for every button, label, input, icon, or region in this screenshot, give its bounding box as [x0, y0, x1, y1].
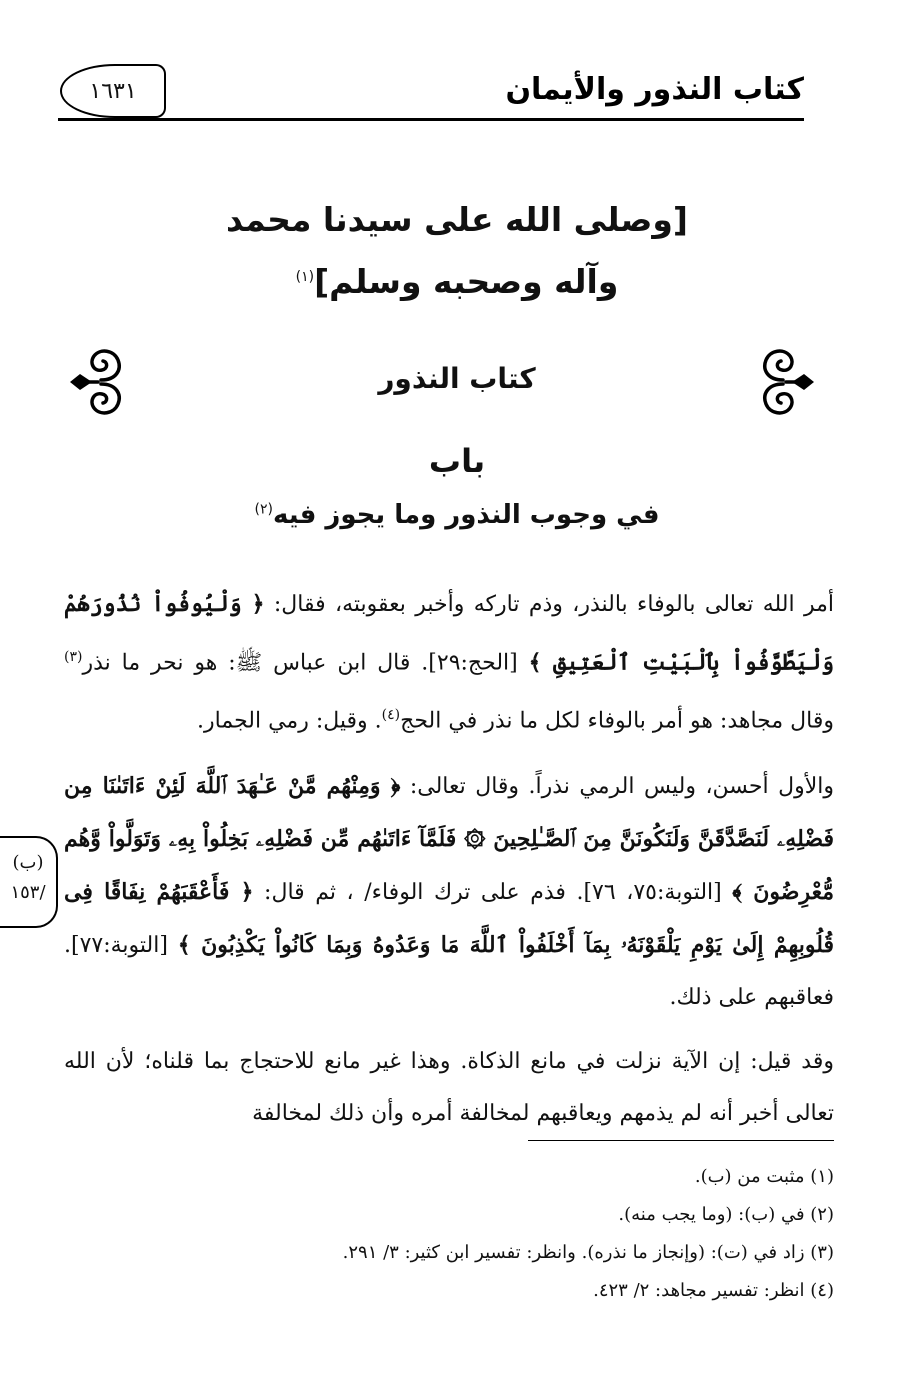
text-run: [التوبة:٧٧]. فعاقبهم على ذلك.: [64, 932, 834, 1010]
text-run: [التوبة:٧٥، ٧٦]. فذم على ترك الوفاء/ ، ثم قال:: [253, 879, 733, 905]
invocation-line-2-text: وآله وصحبه وسلم]: [314, 262, 619, 301]
margin-note-line-2: /١٥٣: [10, 882, 46, 903]
chapter-subtitle-text: في وجوب النذور وما يجوز فيه: [272, 500, 660, 530]
paragraph-1: [64, 578, 834, 748]
margin-note-line-1: (ب): [12, 852, 44, 873]
footnote-2: (٢) في (ب): (وما يجب منه).: [618, 1204, 834, 1225]
footnote-ref-3: (٣): [64, 649, 83, 665]
text-run: [الحج:٢٩]. قال ابن عباس ﷺ: هو نحر ما نذر: [82, 650, 529, 676]
body-text: [64, 578, 834, 1152]
footnote-4: (٤) انظر: تفسير مجاهد: ٢/ ٤٢٣.: [593, 1280, 834, 1301]
text-run: . وقيل: رمي الجمار.: [197, 708, 382, 734]
paragraph-2: [64, 760, 834, 1024]
quran-verse: ﴿ وَلْيُوفُواْ نُذُورَهُمْ وَلْيَطَّوَّفُواْ بِٱلْبَيْتِ ٱلْعَتِيقِ ﴾: [64, 591, 834, 676]
quran-verse: ﴿ وَمِنْهُم مَّنْ عَـٰهَدَ ٱللَّهَ لَئِنْ ءَاتَىٰنَا مِن فَضْلِهِۦ لَنَصَّدَّقَنَّ وَلَنَكُونَنَّ مِنَ ٱلصَّـٰلِحِينَ ۞ فَلَمَّآ ءَاتَىٰهُم مِّن فَضْلِهِۦ بَخِلُواْ بِهِۦ وَتَوَلَّواْ وَّهُم مُّعْرِضُونَ ﴾: [64, 772, 834, 905]
paragraph-3: وقد قيل: إن الآية نزلت في مانع الذكاة. وهذا غير مانع للاحتجاج بما قلناه؛ لأن الله تعالى أخبر أنه لم يذمهم ويعاقبهم لمخالفة أمره وأن ذلك لمخالفة: [64, 1048, 834, 1126]
text-run: أمر الله تعالى بالوفاء بالنذر، وذم تاركه وأخبر بعقوبته، فقال:: [264, 592, 834, 617]
chapter-heading: باب: [428, 442, 486, 480]
footnotes: [64, 1158, 834, 1310]
footnote-ref-2: (٢): [254, 501, 273, 518]
text-run: والأول أحسن، وليس الرمي نذراً. وقال تعالى:: [400, 773, 834, 799]
invocation-line-1: [وصلى الله على سيدنا محمد: [225, 200, 689, 239]
footnote-separator: [528, 1140, 834, 1141]
text-run: وقال مجاهد: هو أمر بالوفاء لكل ما نذر في الحج: [400, 708, 834, 734]
quran-verse: ﴿ فَأَعْقَبَهُمْ نِفَاقًا فِى قُلُوبِهِمْ إِلَىٰ يَوْمِ يَلْقَوْنَهُۥ بِمَآ أَخْلَفُواْ ٱللَّهَ مَا وَعَدُوهُ وَبِمَا كَانُواْ يَكْذِبُونَ ﴾: [64, 878, 834, 958]
manuscript-margin-note: [0, 836, 58, 928]
footnote-ref-1: (١): [295, 269, 315, 285]
book-title: كتاب النذور: [378, 362, 536, 395]
page-number: ١٦٣١: [89, 78, 137, 104]
running-head: كتاب النذور والأيمان: [505, 72, 804, 107]
chapter-subtitle: [0, 500, 914, 530]
footnote-ref-4: (٤): [381, 707, 401, 724]
footnote-3: (٣) زاد في (ت): (وإنجاز ما نذره). وانظر: تفسير ابن كثير: ٣/ ٢٩١.: [342, 1242, 834, 1263]
page-number-badge: [60, 64, 166, 118]
header-rule: [58, 118, 804, 121]
invocation-line-2: [0, 262, 914, 301]
footnote-1: (١) مثبت من (ب).: [694, 1166, 834, 1187]
